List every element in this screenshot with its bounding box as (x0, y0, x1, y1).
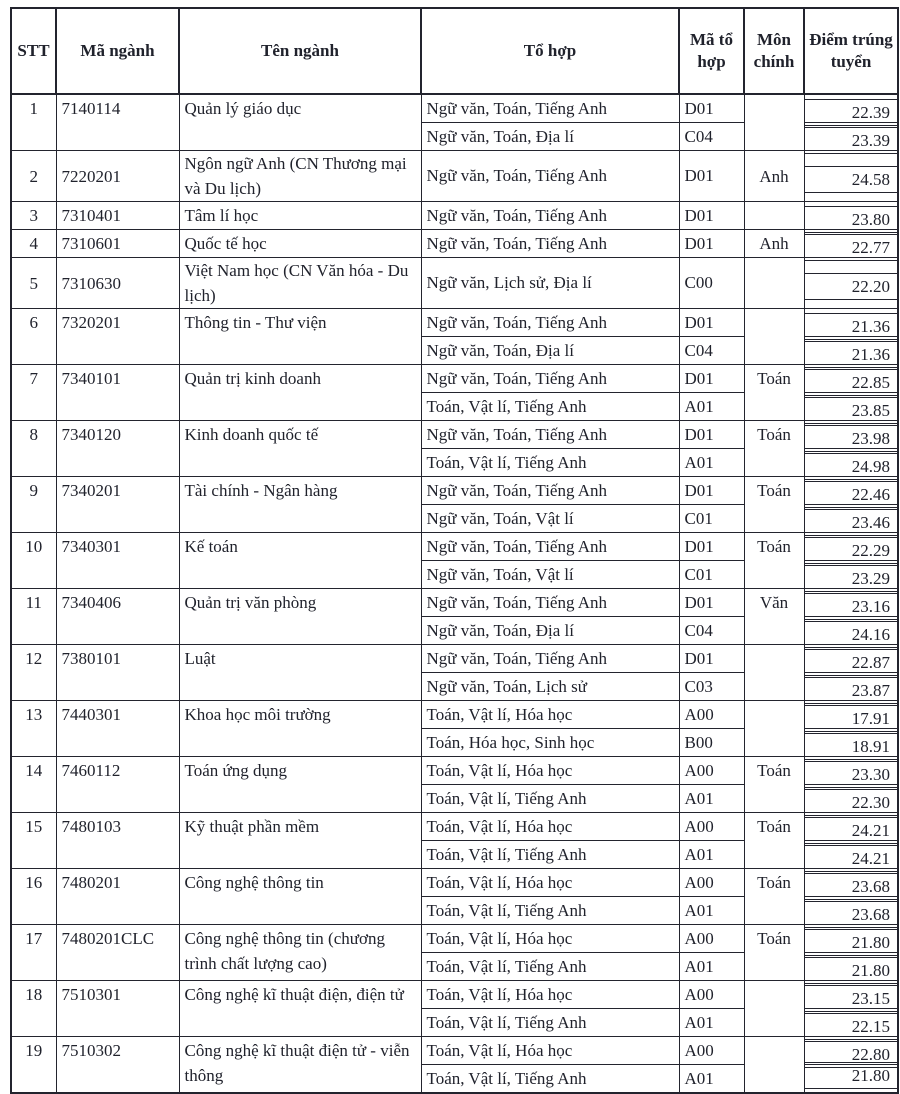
score-box: 22.15 (805, 1013, 898, 1040)
combo-code-cell: A00 (679, 701, 744, 729)
major-code-cell: 7480201CLC (56, 925, 179, 981)
main-subject-cell (744, 645, 804, 701)
score-cell (804, 841, 898, 869)
major-name-cell: Toán ứng dụng (179, 757, 421, 813)
combo-subjects-cell: Toán, Vật lí, Tiếng Anh (421, 953, 679, 981)
combo-code-cell: A00 (679, 869, 744, 897)
score-cell (804, 123, 898, 151)
stt-cell: 8 (11, 421, 56, 477)
main-subject-cell: Toán (744, 533, 804, 589)
combo-code-cell: A00 (679, 925, 744, 953)
combo-code-cell: D01 (679, 365, 744, 393)
combo-subjects-cell: Ngữ văn, Toán, Vật lí (421, 505, 679, 533)
score-box: 22.20 (805, 273, 898, 300)
table-row (11, 869, 898, 897)
score-box: 23.30 (805, 761, 898, 788)
stt-cell: 4 (11, 230, 56, 258)
major-code-cell: 7310630 (56, 258, 179, 309)
stt-cell: 19 (11, 1037, 56, 1094)
combo-subjects-cell: Ngữ văn, Toán, Tiếng Anh (421, 477, 679, 505)
main-subject-cell: Toán (744, 869, 804, 925)
combo-code-cell: A01 (679, 785, 744, 813)
score-box: 21.36 (805, 313, 898, 340)
score-box: 21.80 (805, 957, 898, 984)
major-code-cell: 7140114 (56, 94, 179, 151)
score-cell (804, 673, 898, 701)
major-code-cell: 7340406 (56, 589, 179, 645)
combo-subjects-cell: Toán, Vật lí, Tiếng Anh (421, 1009, 679, 1037)
main-subject-cell (744, 202, 804, 230)
major-name-cell: Kinh doanh quốc tế (179, 421, 421, 477)
combo-subjects-cell: Toán, Vật lí, Hóa học (421, 869, 679, 897)
major-code-cell: 7480103 (56, 813, 179, 869)
score-box: 22.30 (805, 789, 898, 816)
major-name-cell: Quản trị kinh doanh (179, 365, 421, 421)
combo-subjects-cell: Ngữ văn, Toán, Lịch sử (421, 673, 679, 701)
combo-code-cell: A01 (679, 953, 744, 981)
major-name-cell: Luật (179, 645, 421, 701)
score-cell (804, 925, 898, 953)
main-subject-cell (744, 94, 804, 151)
score-cell (804, 309, 898, 337)
major-name-cell: Thông tin - Thư viện (179, 309, 421, 365)
combo-subjects-cell: Toán, Vật lí, Tiếng Anh (421, 841, 679, 869)
major-name-cell: Ngôn ngữ Anh (CN Thương mại và Du lịch) (179, 151, 421, 202)
combo-subjects-cell: Ngữ văn, Toán, Vật lí (421, 561, 679, 589)
score-box: 22.80 (805, 1041, 898, 1068)
score-cell (804, 1037, 898, 1065)
combo-subjects-cell: Toán, Vật lí, Hóa học (421, 981, 679, 1009)
stt-cell: 11 (11, 589, 56, 645)
stt-cell: 16 (11, 869, 56, 925)
score-box: 21.80 (805, 929, 898, 956)
major-name-cell: Công nghệ thông tin (chương trình chất lượng cao) (179, 925, 421, 981)
combo-code-cell: A01 (679, 841, 744, 869)
score-cell (804, 94, 898, 123)
combo-subjects-cell: Ngữ văn, Toán, Tiếng Anh (421, 365, 679, 393)
score-box: 22.85 (805, 369, 898, 396)
major-name-cell: Công nghệ kĩ thuật điện, điện tử (179, 981, 421, 1037)
combo-code-cell: C00 (679, 258, 744, 309)
main-subject-cell: Toán (744, 365, 804, 421)
table-row (11, 151, 898, 202)
table-row (11, 230, 898, 258)
combo-code-cell: C04 (679, 123, 744, 151)
combo-code-cell: D01 (679, 589, 744, 617)
combo-subjects-cell: Toán, Vật lí, Hóa học (421, 701, 679, 729)
table-row (11, 477, 898, 505)
table-row (11, 421, 898, 449)
combo-subjects-cell: Ngữ văn, Toán, Tiếng Anh (421, 421, 679, 449)
score-cell (804, 337, 898, 365)
combo-code-cell: D01 (679, 477, 744, 505)
combo-subjects-cell: Toán, Vật lí, Tiếng Anh (421, 393, 679, 421)
admission-score-table (10, 7, 899, 1094)
major-name-cell: Công nghệ kĩ thuật điện tử - viễn thông (179, 1037, 421, 1094)
stt-cell: 6 (11, 309, 56, 365)
combo-subjects-cell: Toán, Vật lí, Tiếng Anh (421, 449, 679, 477)
score-box: 21.36 (805, 341, 898, 368)
major-name-cell: Khoa học môi trường (179, 701, 421, 757)
score-cell (804, 230, 898, 258)
stt-cell: 14 (11, 757, 56, 813)
major-code-cell: 7380101 (56, 645, 179, 701)
table-header (11, 8, 898, 94)
main-subject-cell (744, 258, 804, 309)
table-row (11, 645, 898, 673)
score-cell (804, 393, 898, 421)
major-code-cell: 7510301 (56, 981, 179, 1037)
score-cell (804, 813, 898, 841)
combo-subjects-cell: Ngữ văn, Toán, Tiếng Anh (421, 202, 679, 230)
combo-code-cell: A01 (679, 897, 744, 925)
major-code-cell: 7340120 (56, 421, 179, 477)
score-cell (804, 701, 898, 729)
score-box: 24.98 (805, 453, 898, 480)
major-name-cell: Tài chính - Ngân hàng (179, 477, 421, 533)
score-cell (804, 533, 898, 561)
score-cell (804, 258, 898, 309)
table-row (11, 701, 898, 729)
header-main-subject: Môn chính (744, 8, 804, 94)
major-name-cell: Quản trị văn phòng (179, 589, 421, 645)
score-cell (804, 757, 898, 785)
header-benchmark-score: Điểm trúng tuyển (804, 8, 898, 94)
score-box: 22.29 (805, 537, 898, 564)
score-box: 23.16 (805, 593, 898, 620)
combo-code-cell: D01 (679, 202, 744, 230)
main-subject-cell: Toán (744, 757, 804, 813)
score-cell (804, 151, 898, 202)
stt-cell: 17 (11, 925, 56, 981)
combo-code-cell: A01 (679, 449, 744, 477)
table-row (11, 533, 898, 561)
combo-code-cell: D01 (679, 645, 744, 673)
score-box: 23.80 (805, 206, 898, 233)
combo-code-cell: C01 (679, 505, 744, 533)
score-cell (804, 505, 898, 533)
header-major-code: Mã ngành (56, 8, 179, 94)
combo-code-cell: C01 (679, 561, 744, 589)
main-subject-cell (744, 1037, 804, 1094)
combo-code-cell: C04 (679, 337, 744, 365)
main-subject-cell: Toán (744, 925, 804, 981)
score-cell (804, 869, 898, 897)
combo-code-cell: D01 (679, 230, 744, 258)
score-cell (804, 729, 898, 757)
stt-cell: 5 (11, 258, 56, 309)
table-row (11, 202, 898, 230)
combo-code-cell: D01 (679, 94, 744, 123)
major-code-cell: 7440301 (56, 701, 179, 757)
combo-subjects-cell: Toán, Vật lí, Hóa học (421, 813, 679, 841)
header-stt: STT (11, 8, 56, 94)
main-subject-cell (744, 981, 804, 1037)
stt-cell: 1 (11, 94, 56, 151)
score-box: 24.21 (805, 845, 898, 872)
table-row (11, 365, 898, 393)
table-row (11, 309, 898, 337)
score-cell (804, 202, 898, 230)
score-cell (804, 365, 898, 393)
table-row (11, 813, 898, 841)
header-subject-combination: Tổ hợp (421, 8, 679, 94)
main-subject-cell: Văn (744, 589, 804, 645)
combo-code-cell: C04 (679, 617, 744, 645)
major-name-cell: Việt Nam học (CN Văn hóa - Du lịch) (179, 258, 421, 309)
score-box: 23.15 (805, 985, 898, 1012)
combo-subjects-cell: Ngữ văn, Toán, Địa lí (421, 123, 679, 151)
score-box: 23.87 (805, 677, 898, 704)
combo-subjects-cell: Ngữ văn, Toán, Tiếng Anh (421, 94, 679, 123)
table-row (11, 589, 898, 617)
score-box: 24.21 (805, 817, 898, 844)
major-code-cell: 7310401 (56, 202, 179, 230)
major-name-cell: Kỹ thuật phần mềm (179, 813, 421, 869)
combo-subjects-cell: Ngữ văn, Toán, Địa lí (421, 617, 679, 645)
score-cell (804, 645, 898, 673)
score-box: 17.91 (805, 705, 898, 732)
stt-cell: 9 (11, 477, 56, 533)
combo-code-cell: C03 (679, 673, 744, 701)
major-code-cell: 7320201 (56, 309, 179, 365)
combo-subjects-cell: Toán, Vật lí, Tiếng Anh (421, 1065, 679, 1094)
main-subject-cell (744, 701, 804, 757)
main-subject-cell: Toán (744, 813, 804, 869)
combo-code-cell: A00 (679, 1037, 744, 1065)
stt-cell: 15 (11, 813, 56, 869)
major-code-cell: 7340101 (56, 365, 179, 421)
combo-code-cell: D01 (679, 421, 744, 449)
combo-code-cell: A00 (679, 813, 744, 841)
score-box: 23.46 (805, 509, 898, 536)
combo-subjects-cell: Toán, Vật lí, Hóa học (421, 925, 679, 953)
score-cell (804, 617, 898, 645)
combo-subjects-cell: Ngữ văn, Toán, Tiếng Anh (421, 533, 679, 561)
score-cell (804, 1009, 898, 1037)
score-cell (804, 981, 898, 1009)
score-cell (804, 785, 898, 813)
combo-subjects-cell: Toán, Vật lí, Tiếng Anh (421, 897, 679, 925)
combo-subjects-cell: Ngữ văn, Toán, Tiếng Anh (421, 151, 679, 202)
table-row (11, 1037, 898, 1065)
header-combination-code: Mã tổ hợp (679, 8, 744, 94)
major-code-cell: 7340201 (56, 477, 179, 533)
major-name-cell: Công nghệ thông tin (179, 869, 421, 925)
table-row (11, 925, 898, 953)
score-box: 23.85 (805, 397, 898, 424)
header-major-name: Tên ngành (179, 8, 421, 94)
score-box: 22.87 (805, 649, 898, 676)
combo-subjects-cell: Toán, Vật lí, Tiếng Anh (421, 785, 679, 813)
score-box: 23.98 (805, 425, 898, 452)
score-cell (804, 449, 898, 477)
score-cell (804, 589, 898, 617)
combo-subjects-cell: Ngữ văn, Toán, Tiếng Anh (421, 230, 679, 258)
combo-subjects-cell: Ngữ văn, Toán, Địa lí (421, 337, 679, 365)
score-cell (804, 477, 898, 505)
score-box: 18.91 (805, 733, 898, 760)
combo-code-cell: A01 (679, 393, 744, 421)
stt-cell: 2 (11, 151, 56, 202)
table-body (11, 94, 898, 1093)
combo-subjects-cell: Ngữ văn, Toán, Tiếng Anh (421, 309, 679, 337)
major-code-cell: 7480201 (56, 869, 179, 925)
combo-subjects-cell: Ngữ văn, Toán, Tiếng Anh (421, 645, 679, 673)
stt-cell: 7 (11, 365, 56, 421)
major-code-cell: 7310601 (56, 230, 179, 258)
table-row (11, 981, 898, 1009)
stt-cell: 3 (11, 202, 56, 230)
combo-code-cell: A00 (679, 757, 744, 785)
combo-code-cell: A01 (679, 1009, 744, 1037)
stt-cell: 13 (11, 701, 56, 757)
major-code-cell: 7340301 (56, 533, 179, 589)
major-name-cell: Quốc tế học (179, 230, 421, 258)
major-name-cell: Tâm lí học (179, 202, 421, 230)
score-cell (804, 421, 898, 449)
main-subject-cell (744, 309, 804, 365)
stt-cell: 10 (11, 533, 56, 589)
major-name-cell: Kế toán (179, 533, 421, 589)
major-code-cell: 7220201 (56, 151, 179, 202)
stt-cell: 18 (11, 981, 56, 1037)
score-cell (804, 1065, 898, 1094)
score-box: 24.58 (805, 166, 898, 193)
major-code-cell: 7510302 (56, 1037, 179, 1094)
score-box: 23.39 (805, 127, 898, 154)
combo-code-cell: B00 (679, 729, 744, 757)
main-subject-cell: Toán (744, 477, 804, 533)
score-box: 22.39 (805, 99, 898, 126)
score-box: 22.46 (805, 481, 898, 508)
score-box: 21.80 (805, 1062, 898, 1089)
main-subject-cell: Anh (744, 230, 804, 258)
score-cell (804, 897, 898, 925)
score-box: 23.68 (805, 901, 898, 928)
combo-subjects-cell: Toán, Hóa học, Sinh học (421, 729, 679, 757)
score-box: 23.29 (805, 565, 898, 592)
combo-code-cell: D01 (679, 151, 744, 202)
combo-code-cell: A00 (679, 981, 744, 1009)
major-name-cell: Quản lý giáo dục (179, 94, 421, 151)
combo-subjects-cell: Ngữ văn, Lịch sử, Địa lí (421, 258, 679, 309)
table-row (11, 757, 898, 785)
stt-cell: 12 (11, 645, 56, 701)
main-subject-cell: Anh (744, 151, 804, 202)
combo-code-cell: A01 (679, 1065, 744, 1094)
combo-subjects-cell: Ngữ văn, Toán, Tiếng Anh (421, 589, 679, 617)
combo-code-cell: D01 (679, 533, 744, 561)
score-cell (804, 561, 898, 589)
combo-subjects-cell: Toán, Vật lí, Hóa học (421, 757, 679, 785)
combo-code-cell: D01 (679, 309, 744, 337)
score-box: 22.77 (805, 234, 898, 261)
score-cell (804, 953, 898, 981)
combo-subjects-cell: Toán, Vật lí, Hóa học (421, 1037, 679, 1065)
table-row (11, 258, 898, 309)
score-box: 24.16 (805, 621, 898, 648)
main-subject-cell: Toán (744, 421, 804, 477)
major-code-cell: 7460112 (56, 757, 179, 813)
score-box: 23.68 (805, 873, 898, 900)
table-row (11, 94, 898, 123)
